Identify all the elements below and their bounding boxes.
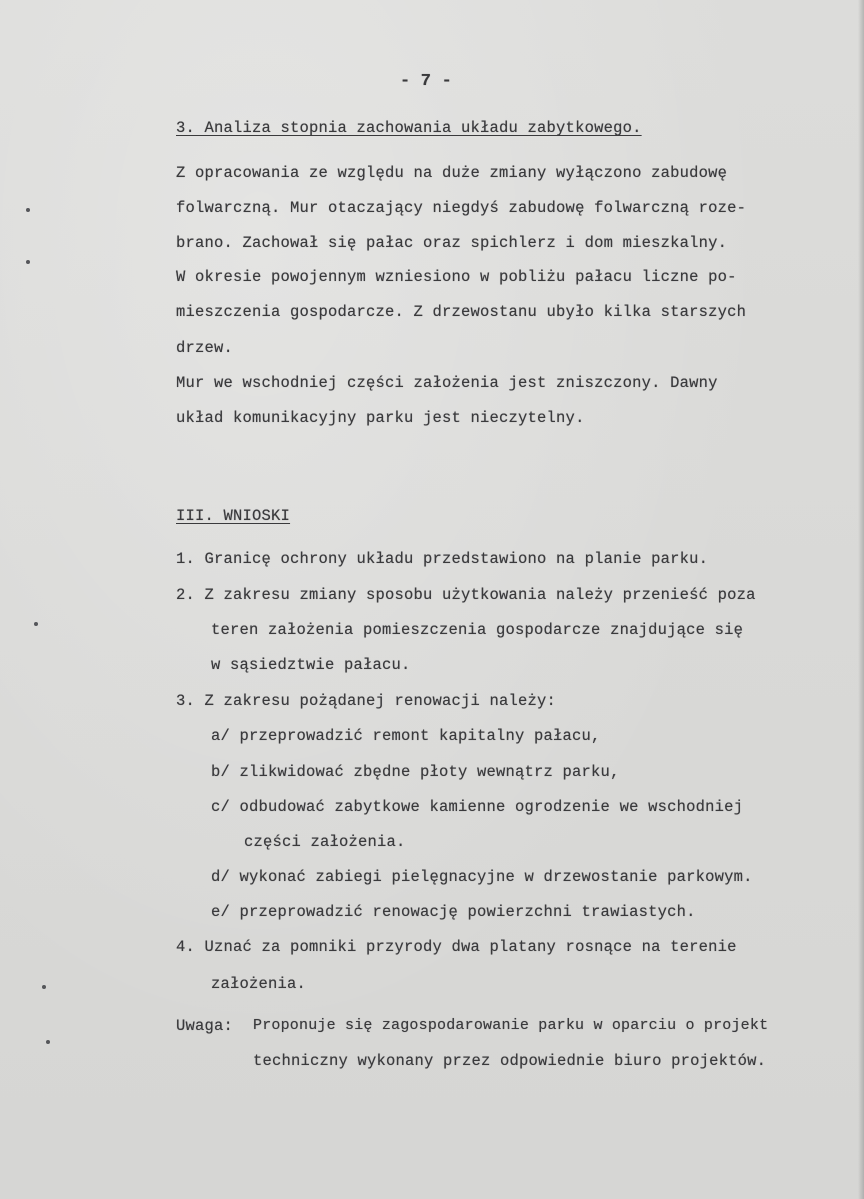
conclusion-subitem: e/ przeprowadzić renowację powierzchni trawiastych. xyxy=(211,903,696,921)
margin-mark xyxy=(46,1040,50,1044)
paragraph-line: brano. Zachował się pałac oraz spichlerz i dom mieszkalny. xyxy=(176,234,728,252)
note-label: Uwaga: xyxy=(176,1017,234,1035)
paragraph-line: układ komunikacyjny parku jest nieczytelny. xyxy=(176,409,585,427)
conclusion-subitem: a/ przeprowadzić remont kapitalny pałacu, xyxy=(211,727,601,745)
conclusion-item: 3. Z zakresu pożądanej renowacji należy: xyxy=(176,692,557,710)
conclusion-item: 2. Z zakresu zmiany sposobu użytkowania należy przenieść poza xyxy=(176,586,756,604)
page-number: - 7 - xyxy=(400,72,453,91)
note-line: techniczny wykonany przez odpowiednie biuro projektów. xyxy=(253,1052,767,1070)
paragraph-line: Mur we wschodniej części założenia jest zniszczony. Dawny xyxy=(176,374,718,392)
margin-mark xyxy=(26,260,30,264)
conclusion-item-continuation: teren założenia pomieszczenia gospodarcze znajdujące się xyxy=(211,621,744,639)
note-line: Proponuje się zagospodarowanie parku w oparciu o projekt xyxy=(253,1017,769,1034)
paragraph-line: drzew. xyxy=(176,339,234,357)
paragraph-line: mieszczenia gospodarcze. Z drzewostanu ubyło kilka starszych xyxy=(176,303,747,321)
conclusion-subitem: b/ zlikwidować zbędne płoty wewnątrz parku, xyxy=(211,763,620,781)
margin-mark xyxy=(26,208,30,212)
paper-edge-shadow xyxy=(858,0,864,1199)
margin-mark xyxy=(42,985,46,989)
conclusion-item-continuation: założenia. xyxy=(211,975,307,993)
conclusions-heading: III. WNIOSKI xyxy=(176,507,291,525)
conclusion-item-continuation: w sąsiedztwie pałacu. xyxy=(211,656,411,674)
conclusion-subitem-continuation: części założenia. xyxy=(244,833,406,851)
conclusion-subitem: d/ wykonać zabiegi pielęgnacyjne w drzewostanie parkowym. xyxy=(211,868,753,886)
conclusion-item: 4. Uznać za pomniki przyrody dwa platany rosnące na terenie xyxy=(176,938,737,956)
paragraph-line: Z opracowania ze względu na duże zmiany wyłączono zabudowę xyxy=(176,164,728,182)
conclusion-item: 1. Granicę ochrony układu przedstawiono na planie parku. xyxy=(176,550,709,568)
margin-mark xyxy=(34,622,38,626)
section-heading: 3. Analiza stopnia zachowania układu zabytkowego. xyxy=(176,119,642,137)
paragraph-line: folwarczną. Mur otaczający niegdyś zabudowę folwarczną roze- xyxy=(176,199,747,217)
paragraph-line: W okresie powojennym wzniesiono w pobliżu pałacu liczne po- xyxy=(176,268,737,286)
conclusion-subitem: c/ odbudować zabytkowe kamienne ogrodzenie we wschodniej xyxy=(211,798,744,816)
